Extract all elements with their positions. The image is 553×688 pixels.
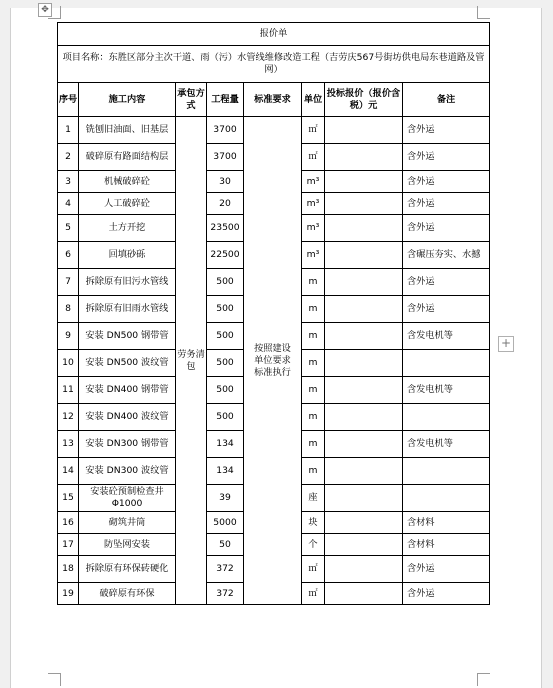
cell-note xyxy=(403,350,490,377)
cell-unit: m³ xyxy=(302,171,325,193)
cell-no: 13 xyxy=(58,431,79,458)
cell-content: 土方开挖 xyxy=(79,215,176,242)
cell-bid-price xyxy=(325,171,403,193)
cell-unit: m xyxy=(302,404,325,431)
header-quantity: 工程量 xyxy=(207,83,244,117)
add-column-plus-icon[interactable]: + xyxy=(498,336,514,352)
cell-note: 含外运 xyxy=(403,269,490,296)
cell-note: 含发电机等 xyxy=(403,377,490,404)
cell-unit: 座 xyxy=(302,485,325,512)
cell-unit: m³ xyxy=(302,215,325,242)
cell-note: 含材料 xyxy=(403,534,490,556)
cell-content: 安装 DN300 钢带管 xyxy=(79,431,176,458)
header-unit: 单位 xyxy=(302,83,325,117)
cell-note: 含外运 xyxy=(403,193,490,215)
cell-quantity: 134 xyxy=(207,431,244,458)
cell-unit: ㎡ xyxy=(302,144,325,171)
cell-quantity: 3700 xyxy=(207,144,244,171)
cell-note xyxy=(403,485,490,512)
cell-unit: m xyxy=(302,269,325,296)
cell-quantity: 20 xyxy=(207,193,244,215)
cell-quantity: 50 xyxy=(207,534,244,556)
cell-note: 含外运 xyxy=(403,144,490,171)
cell-quantity: 22500 xyxy=(207,242,244,269)
cell-bid-price xyxy=(325,431,403,458)
cell-note: 含外运 xyxy=(403,556,490,583)
cell-unit: 块 xyxy=(302,512,325,534)
cell-content: 安装 DN300 波纹管 xyxy=(79,458,176,485)
cell-bid-price xyxy=(325,144,403,171)
project-name: 项目名称：东胜区部分主次干道、雨（污）水管线维修改造工程（吉劳庆567号街坊供电局东巷道路及管网） xyxy=(58,46,490,83)
cell-note: 含碾压夯实、水撼 xyxy=(403,242,490,269)
cell-no: 11 xyxy=(58,377,79,404)
cell-content: 安装 DN500 波纹管 xyxy=(79,350,176,377)
cell-unit: ㎡ xyxy=(302,583,325,605)
cell-no: 4 xyxy=(58,193,79,215)
cell-quantity: 372 xyxy=(207,556,244,583)
cell-standard: 按照建设单位要求标准执行 xyxy=(244,117,302,605)
cell-bid-price xyxy=(325,458,403,485)
cell-bid-price xyxy=(325,350,403,377)
cell-content: 安装 DN400 钢带管 xyxy=(79,377,176,404)
cell-unit: 个 xyxy=(302,534,325,556)
cell-note: 含发电机等 xyxy=(403,431,490,458)
table-row xyxy=(58,117,490,144)
cell-note: 含外运 xyxy=(403,296,490,323)
cell-no: 17 xyxy=(58,534,79,556)
cell-content: 安装 DN500 钢带管 xyxy=(79,323,176,350)
cell-bid-price xyxy=(325,512,403,534)
header-row xyxy=(58,83,490,117)
cell-unit: m xyxy=(302,296,325,323)
cell-unit: m xyxy=(302,323,325,350)
cell-quantity: 134 xyxy=(207,458,244,485)
cell-unit: ㎡ xyxy=(302,556,325,583)
cell-bid-price xyxy=(325,242,403,269)
header-contract-method: 承包方式 xyxy=(176,83,207,117)
cell-quantity: 500 xyxy=(207,377,244,404)
header-bid-price: 投标报价（报价含税）元 xyxy=(325,83,403,117)
cell-no: 2 xyxy=(58,144,79,171)
cell-no: 12 xyxy=(58,404,79,431)
cell-content: 防坠网安装 xyxy=(79,534,176,556)
cell-quantity: 500 xyxy=(207,269,244,296)
table-title: 报价单 xyxy=(58,23,490,46)
cell-bid-price xyxy=(325,485,403,512)
cell-unit: ㎡ xyxy=(302,117,325,144)
header-content: 施工内容 xyxy=(79,83,176,117)
cell-quantity: 30 xyxy=(207,171,244,193)
cell-no: 6 xyxy=(58,242,79,269)
cell-no: 15 xyxy=(58,485,79,512)
cell-content: 破碎原有环保 xyxy=(79,583,176,605)
cell-quantity: 3700 xyxy=(207,117,244,144)
cell-note: 含外运 xyxy=(403,583,490,605)
crop-mark-bottom-left xyxy=(48,673,61,686)
cell-note: 含外运 xyxy=(403,215,490,242)
cell-no: 3 xyxy=(58,171,79,193)
cell-content: 安装砼预制检查井Φ1000 xyxy=(79,485,176,512)
header-note: 备注 xyxy=(403,83,490,117)
cell-unit: m xyxy=(302,377,325,404)
cell-content: 拆除原有旧雨水管线 xyxy=(79,296,176,323)
cell-bid-price xyxy=(325,269,403,296)
header-no: 序号 xyxy=(58,83,79,117)
cell-bid-price xyxy=(325,193,403,215)
cell-no: 16 xyxy=(58,512,79,534)
cell-quantity: 372 xyxy=(207,583,244,605)
cell-unit: m xyxy=(302,350,325,377)
cell-bid-price xyxy=(325,556,403,583)
cell-content: 人工破碎砼 xyxy=(79,193,176,215)
cell-content: 铣刨旧油面、旧基层 xyxy=(79,117,176,144)
cell-contract-method: 劳务清包 xyxy=(176,117,207,605)
cell-no: 5 xyxy=(58,215,79,242)
cell-bid-price xyxy=(325,404,403,431)
cell-quantity: 500 xyxy=(207,296,244,323)
cell-note: 含外运 xyxy=(403,117,490,144)
crop-mark-top-right xyxy=(477,6,490,19)
cell-content: 破碎原有路面结构层 xyxy=(79,144,176,171)
cell-unit: m xyxy=(302,431,325,458)
quotation-table xyxy=(57,22,490,605)
cell-content: 机械破碎砼 xyxy=(79,171,176,193)
cell-bid-price xyxy=(325,323,403,350)
cell-unit: m xyxy=(302,458,325,485)
cell-no: 1 xyxy=(58,117,79,144)
cell-no: 10 xyxy=(58,350,79,377)
cell-note: 含发电机等 xyxy=(403,323,490,350)
cell-content: 砌筑井筒 xyxy=(79,512,176,534)
cell-bid-price xyxy=(325,296,403,323)
cell-no: 19 xyxy=(58,583,79,605)
cell-unit: m³ xyxy=(302,193,325,215)
cell-unit: m³ xyxy=(302,242,325,269)
cell-no: 14 xyxy=(58,458,79,485)
cell-no: 8 xyxy=(58,296,79,323)
cell-quantity: 23500 xyxy=(207,215,244,242)
cell-bid-price xyxy=(325,215,403,242)
cell-note xyxy=(403,404,490,431)
cell-content: 安装 DN400 波纹管 xyxy=(79,404,176,431)
cell-quantity: 39 xyxy=(207,485,244,512)
cell-content: 拆除原有环保砖硬化 xyxy=(79,556,176,583)
cell-quantity: 500 xyxy=(207,350,244,377)
cell-note: 含材料 xyxy=(403,512,490,534)
cell-bid-price xyxy=(325,534,403,556)
crop-mark-bottom-right xyxy=(477,673,490,686)
cell-no: 18 xyxy=(58,556,79,583)
cell-content: 拆除原有旧污水管线 xyxy=(79,269,176,296)
cell-quantity: 500 xyxy=(207,404,244,431)
cell-note xyxy=(403,458,490,485)
cell-bid-price xyxy=(325,377,403,404)
header-standard: 标准要求 xyxy=(244,83,302,117)
cell-bid-price xyxy=(325,117,403,144)
cell-quantity: 5000 xyxy=(207,512,244,534)
cell-bid-price xyxy=(325,583,403,605)
cell-content: 回填砂砾 xyxy=(79,242,176,269)
cell-quantity: 500 xyxy=(207,323,244,350)
cell-note: 含外运 xyxy=(403,171,490,193)
table-move-handle-icon[interactable]: ✥ xyxy=(38,3,52,17)
cell-no: 9 xyxy=(58,323,79,350)
cell-no: 7 xyxy=(58,269,79,296)
